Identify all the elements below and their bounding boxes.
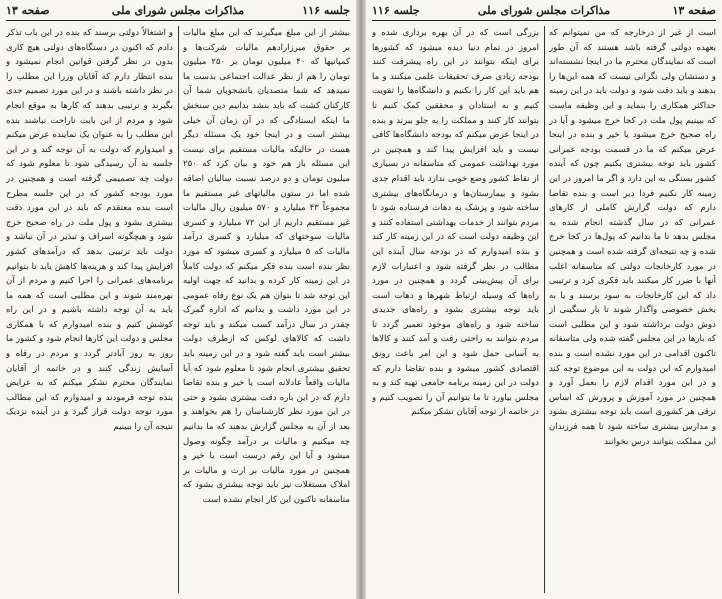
left-page-right-column <box>183 26 350 595</box>
right-header-title: مذاکرات مجلس شورای ملی <box>477 4 611 17</box>
left-page-left-column <box>6 26 173 595</box>
right-page <box>366 0 722 599</box>
right-page-right-column-text: است از غیر از درخارجه که من نمیتوانم که بعهده دولتی گرفته باشد هستند که آن طور است که نمایندگان محترم ما در اینجا نشسته‌اند و دستشان ولی نگرانی نیست که همه این‌ها را بدهند و باید دقت شود و دولت باید در این زمینه حداکثر همکاری را بنماید و این وظیفه ماست که ببینیم پول ملت در کجا خرج میشود و آیا در راه صحیح خرج میشود یا خیر و بنده در اینجا عرض میکنم که ما در قسمت بودجه عمرانی کشور باید توجه بیشتری بکنیم چون که آینده کشور بستگی به این دارد و اگر ما امروز در این زمینه کار نکنیم فردا دیر است و بنده تقاضا دارم که دولت گزارش کاملی از کارهای عمرانی که در سال گذشته انجام شده به مجلس بدهد تا ما بدانیم که پول‌ها در کجا خرج شده و چه نتیجه‌ای گرفته شده است و همچنین در مورد کارخانجات دولتی که متاسفانه اغلب آنها با ضرر کار میکنند باید فکری کرد و ترتیبی داد که این کارخانجات به سود برسند و یا به بخش خصوصی واگذار شوند تا بار سنگینی از دوش دولت برداشته شود و این مطلبی است که بارها در این مجلس گفته شده ولی متاسفانه تاکنون اقدامی در این مورد نشده است و بنده امیدوارم که این دولت به این موضوع توجه کند و در این مورد اقدام لازم را بعمل آورد و همچنین در مورد آموزش و پرورش که اساس ترقی هر کشوری است باید توجه بیشتری بشود و مدارس بیشتری ساخته شود تا همه فرزندان این مملکت بتوانند درس بخوانند <box>549 28 716 447</box>
right-page-left-column <box>372 26 539 595</box>
left-header-title: مذاکرات مجلس شورای ملی <box>111 4 245 17</box>
right-header-page-number: صفحه ۱۳ <box>672 4 716 17</box>
left-page-column-divider <box>178 26 179 593</box>
left-header-page-number: صفحه ۱۳ <box>6 4 50 17</box>
left-page-left-column-text: و اشتغالاً دولتی برسند که بنده در این باب تذکر دادم که اکنون در دستگاه‌های دولتی هیچ کاری بدون در نظر گرفتن قوانین انجام نمیشود و بنده انتظار دارم که آقایان وزرا این مطلب را در نظر داشته باشند و در این مورد تصمیم جدی بگیرند و ترتیبی بدهند که کارها به موقع انجام شود و مردم از این بابت ناراحت نباشند بنده این مطلب را به عنوان یک نماینده عرض میکنم و امیدوارم که دولت به آن توجه کند و در این جلسه به آن رسیدگی شود تا معلوم شود که دولت چه تصمیمی گرفته است و همچنین در مورد بودجه کشور که در این جلسه مطرح است بنده معتقدم که باید در این مورد دقت بیشتری بشود و پول ملت در راه صحیح خرج شود و هیچگونه اسراف و تبذیر در آن نباشد و دولت باید ترتیبی بدهد که درآمدهای کشور افزایش پیدا کند و هزینه‌ها کاهش یابد تا بتوانیم برنامه‌های عمرانی را اجرا کنیم و مردم از آن بهره‌مند شوند و این مطلبی است که همه ما باید به آن توجه داشته باشیم و در این راه کوشش کنیم و بنده امیدوارم که با همکاری مجلس و دولت این کارها انجام شود و کشور ما روز به روز آبادتر گردد و مردم در رفاه و آسایش زندگی کنند و در خاتمه از آقایان نمایندگان محترم تشکر میکنم که به عرایض بنده توجه فرمودند و امیدوارم که این مطالب مورد توجه دولت قرار گیرد و در آینده نزدیک نتیجه آن را ببینیم <box>6 28 173 433</box>
book-gutter <box>356 0 366 599</box>
right-page-right-column <box>549 26 716 595</box>
left-page <box>0 0 356 599</box>
right-page-header <box>372 2 716 20</box>
left-page-header <box>6 2 350 20</box>
right-header-rule <box>372 20 716 21</box>
right-page-column-divider <box>544 26 545 593</box>
left-header-session-label: جلسه ۱۱۶ <box>302 4 350 17</box>
left-page-right-column-text: بیشتر از این مبلغ میگیرند که این مبلغ مالیات بر حقوق میرزارادهم مالیات شرکت‌ها و کمپانیها که ۴۰ میلیون تومان بر ۲۵۰ میلیون تومان را هم از نظر عدالت اجتماعی بدست ما نمیدهد که شما متصدیان بانشجویان شما آن کارکنان کشت که باید بنشد بدانیم دین سنخش ما اینکه ایستادگی که در آن زمان آن خیلی بیشتر است و در اینجا خود یک مسئله دیگر هست در حالیکه مالیات مستقیم برای نیست این مسئله باز هم خود و بیان کرد که ۲۵۰ میلیون تومان و دو درصد نسبت سالیان اضافه شده اما در ستون مالیاتهای غیر مستقیم ما مجموعاً ۴۳ میلیارد و ۵۷۰ میلیون ریال مالیات غیر مستقیم داریم از این ۷۲ میلیارد و کسری مالیات سوختهای که میلیارد و کسری درآمد مالیات که ۵ میلیارد و کسری میشود که مورد نظر بنده است بنده فکر میکنم که دولت کاملاً در این زمینه کار کرده و بدانید که جهت اولیه این توجه شد تا بتوان هم یک نوع رفاه عمومی در این مورد داشت و بدانیم که اداره گمرک چقدر در سال درآمد کسب میکند و باید توجه داشت که کالاهای لوکس که ازطرف دولت بیشتر است باید گفته شود و در این زمینه باید تحقیق بیشتری انجام شود تا معلوم شود که آیا مالیات واقعاً عادلانه است یا خیر و بنده تقاضا دارم که در این باره دقت بیشتری بشود و حتی در این مورد نظر کارشناسان را هم بخواهند و بعد از آن به مجلس گزارش بدهند که ما بدانیم چه میکنیم و مالیات بر درآمد چگونه وصول میشود و آیا این رقم درست است یا خیر و همچنین در مورد مالیات بر ارث و مالیات بر املاک مستغلات نیز باید توجه بیشتری بشود که متاسفانه تاکنون این کار انجام نشده است <box>183 28 350 505</box>
right-page-left-column-text: بزرگی است که در آن بهره برداری شده و امروز در تمام دنیا دیده میشود که کشورها برای اینکه بتوانند در این راه پیشرفت کنند بودجه زیادی صرف تحقیقات علمی میکنند و ما هم باید این کار را بکنیم و دانشگاه‌ها را تقویت کنیم و به استادان و محققین کمک کنیم تا بتوانند کار کنند و مملکت را به جلو ببرند و بنده در اینجا عرض میکنم که بودجه دانشگاه‌ها کافی نیست و باید افزایش پیدا کند و همچنین در مورد بهداشت عمومی که متاسفانه در بسیاری از نقاط کشور وضع خوبی ندارد باید اقدام جدی بشود و بیمارستان‌ها و درمانگاه‌های بیشتری ساخته شود و پزشک به دهات فرستاده شود تا مردم بتوانند از خدمات بهداشتی استفاده کنند و این وظیفه دولت است که در این زمینه کار کند و بنده امیدوارم که در بودجه سال آینده این مطالب در نظر گرفته شود و اعتبارات لازم برای آن پیش‌بینی گردد و همچنین در مورد راه‌ها که وسیله ارتباط شهرها و دهات است باید توجه بیشتری بشود و راه‌های جدیدی ساخته شود و راه‌های موجود تعمیر گردد تا مردم بتوانند به راحتی رفت و آمد کنند و کالاها به آسانی حمل شود و این امر باعث رونق اقتصادی کشور میشود و بنده تقاضا دارم که دولت در این زمینه برنامه جامعی تهیه کند و به مجلس بیاورد تا ما بتوانیم آن را تصویب کنیم و در خاتمه از توجه آقایان تشکر میکنم <box>372 28 539 418</box>
left-header-rule <box>6 20 350 21</box>
right-header-session-label: جلسه ۱۱۶ <box>372 4 420 17</box>
